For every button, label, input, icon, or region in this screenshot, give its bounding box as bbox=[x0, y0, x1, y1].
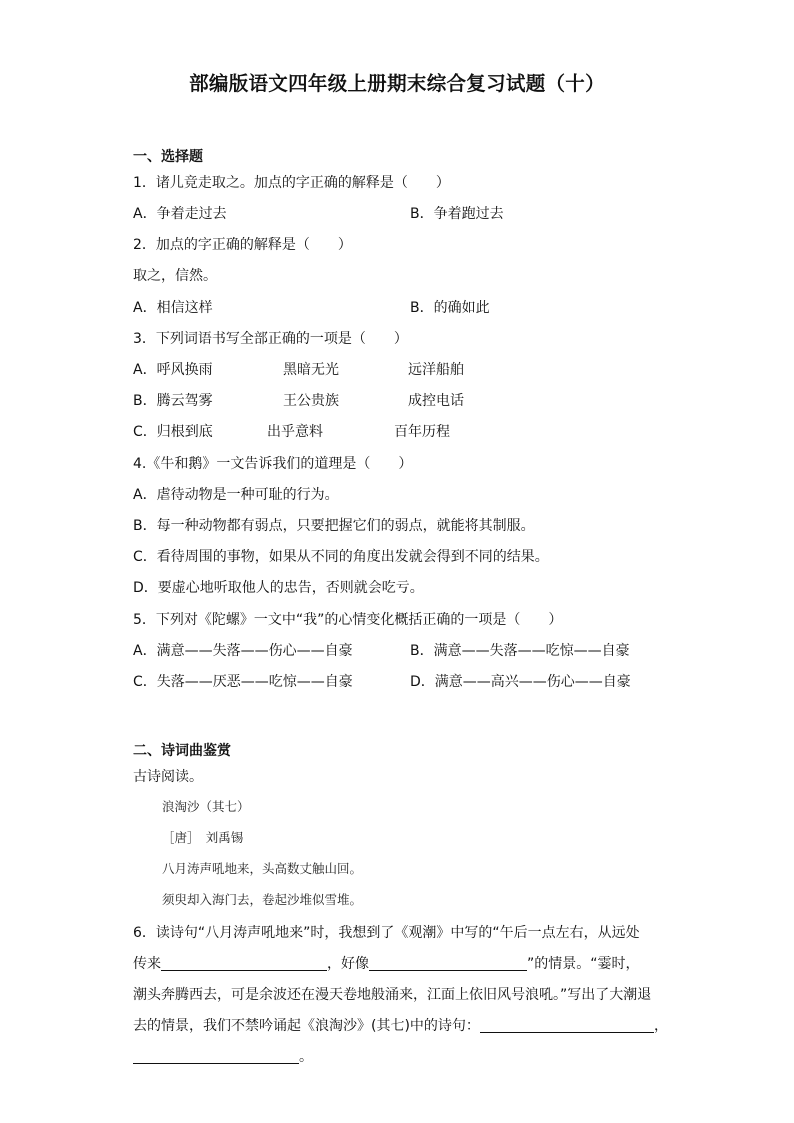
question-6-text: ， bbox=[653, 1018, 668, 1034]
question-1-option-a: A．争着走过去 bbox=[133, 206, 227, 222]
question-6-text: ，好像 bbox=[327, 956, 369, 972]
answer-blank-4[interactable] bbox=[133, 1048, 299, 1064]
question-3-option-c-word-3: 百年历程 bbox=[394, 424, 450, 440]
question-1-option-b: B．争着跑过去 bbox=[410, 206, 504, 222]
question-2-stem: 2．加点的字正确的解释是（ ） bbox=[133, 237, 352, 253]
question-6-line-1: 6．读诗句“八月涛声吼地来”时，我想到了《观潮》中写的“午后一点左右，从远处 bbox=[133, 925, 640, 941]
poem-author: ［唐］ 刘禹锡 bbox=[162, 830, 244, 845]
question-4-option-b: B．每一种动物都有弱点，只要把握它们的弱点，就能将其制服。 bbox=[133, 518, 535, 534]
question-2-option-b: B．的确如此 bbox=[410, 300, 490, 316]
question-6-text: 。 bbox=[299, 1049, 313, 1065]
question-5-option-b: B．满意——失落——吃惊——自豪 bbox=[410, 643, 630, 659]
question-6-line-2 bbox=[133, 953, 640, 973]
question-3-stem: 3．下列词语书写全部正确的一项是（ ） bbox=[133, 331, 408, 347]
page-title: 部编版语文四年级上册期末综合复习试题（十） bbox=[189, 72, 605, 95]
question-3-option-b-word-2: 王公贵族 bbox=[283, 393, 339, 409]
question-3-option-c: C．归根到底 bbox=[133, 424, 213, 440]
question-2-option-a: A．相信这样 bbox=[133, 300, 213, 316]
poem-line-2: 须臾却入海门去，卷起沙堆似雪堆。 bbox=[162, 892, 363, 907]
question-6-text: 去的情景，我们不禁吟诵起《浪淘沙》(其七)中的诗句： bbox=[133, 1018, 480, 1034]
question-5-stem: 5．下列对《陀螺》一文中“我”的心情变化概括正确的一项是（ ） bbox=[133, 612, 563, 628]
section-heading-poetry: 二、诗词曲鉴赏 bbox=[133, 743, 231, 759]
question-4-option-c: C．看待周围的事物，如果从不同的角度出发就会得到不同的结果。 bbox=[133, 549, 549, 565]
answer-blank-1[interactable] bbox=[161, 955, 327, 971]
question-5-option-c: C．失落——厌恶——吃惊——自豪 bbox=[133, 674, 353, 690]
question-6-text: 传来 bbox=[133, 956, 161, 972]
question-3-option-a-word-2: 黑暗无光 bbox=[283, 362, 339, 378]
poem-line-1: 八月涛声吼地来，头高数丈触山回。 bbox=[162, 861, 363, 876]
question-5-option-a: A．满意——失落——伤心——自豪 bbox=[133, 643, 353, 659]
question-3-option-a-word-3: 远洋船舶 bbox=[408, 362, 464, 378]
question-2-context: 取之，信然。 bbox=[133, 268, 217, 284]
poem-title: 浪淘沙（其七） bbox=[162, 799, 250, 814]
question-6-line-4 bbox=[133, 1015, 668, 1035]
question-3-option-b: B．腾云驾雾 bbox=[133, 393, 213, 409]
answer-blank-3[interactable] bbox=[480, 1017, 654, 1033]
question-4-stem: 4.《牛和鹅》一文告诉我们的道理是（ ） bbox=[133, 456, 413, 472]
poetry-intro: 古诗阅读。 bbox=[133, 769, 203, 785]
question-4-option-a: A．虐待动物是一种可耻的行为。 bbox=[133, 487, 339, 503]
section-heading-choice: 一、选择题 bbox=[133, 149, 203, 165]
question-3-option-a: A．呼风换雨 bbox=[133, 362, 213, 378]
question-4-option-d: D．要虚心地听取他人的忠告，否则就会吃亏。 bbox=[133, 580, 424, 596]
answer-blank-2[interactable] bbox=[369, 955, 527, 971]
question-6-line-5 bbox=[133, 1046, 313, 1066]
question-6-line-3: 潮头奔腾西去，可是余波还在漫天卷地般涌来，江面上依旧风号浪吼。”写出了大潮退 bbox=[133, 987, 652, 1003]
question-3-option-b-word-3: 成控电话 bbox=[408, 393, 464, 409]
question-5-option-d: D．满意——高兴——伤心——自豪 bbox=[410, 674, 631, 690]
question-1-stem: 1．诸儿竞走取之。加点的字正确的解释是（ ） bbox=[133, 175, 450, 191]
question-6-text: ”的情景。“霎时， bbox=[527, 956, 640, 972]
question-3-option-c-word-2: 出乎意料 bbox=[267, 424, 323, 440]
